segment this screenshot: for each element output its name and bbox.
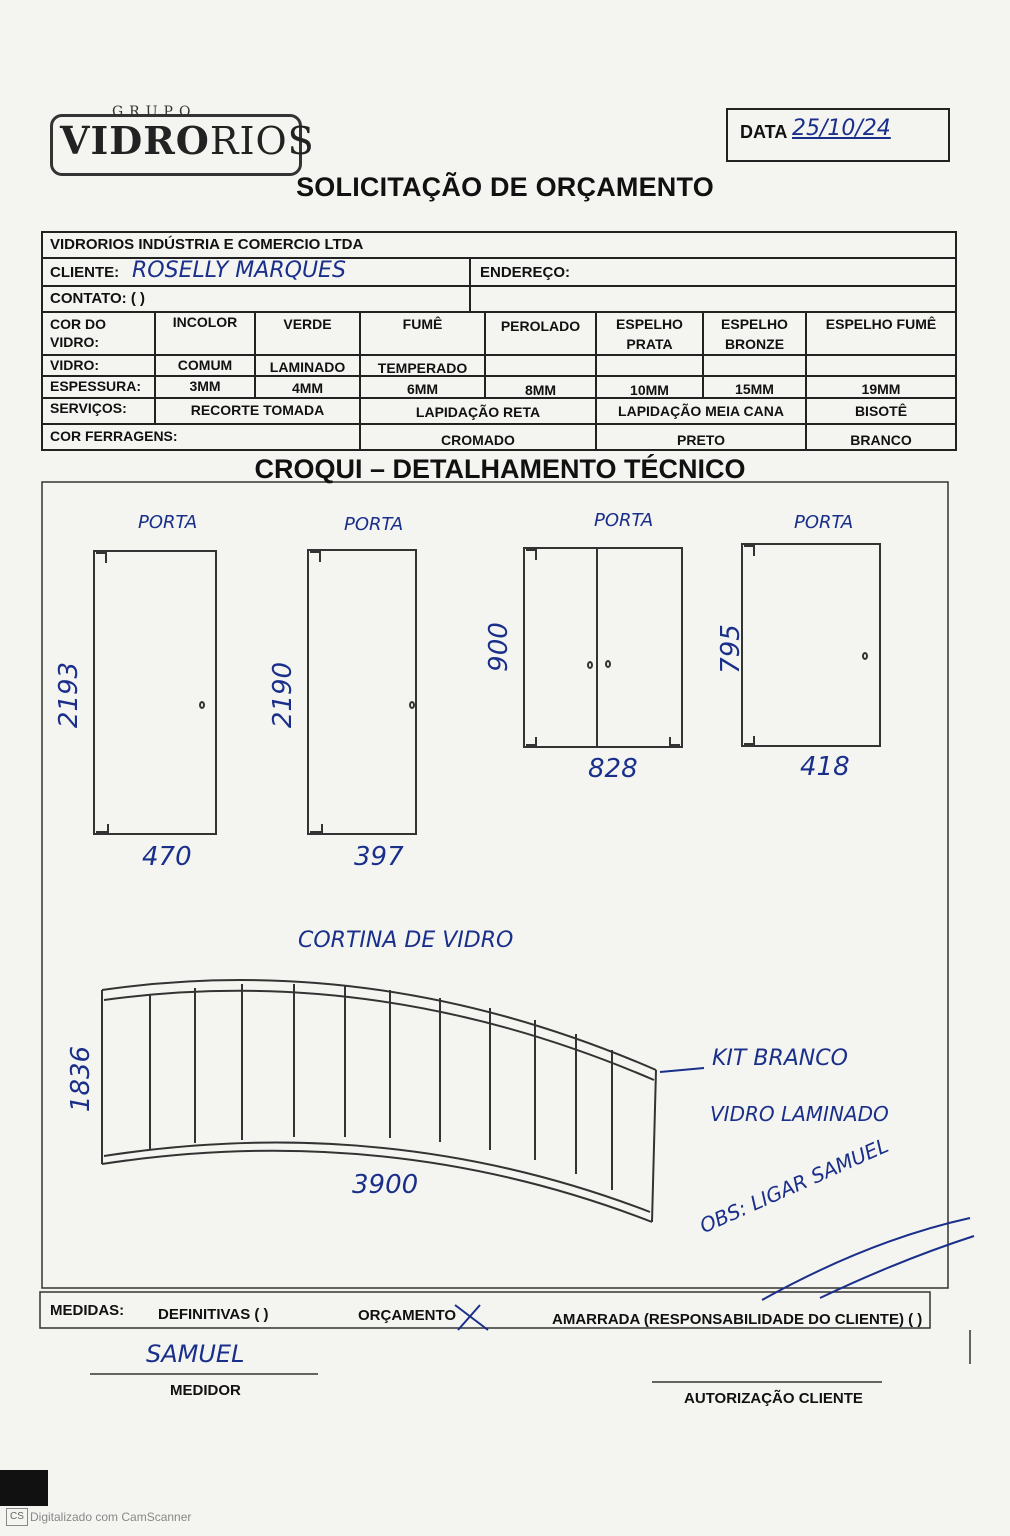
autorizacao-label: AUTORIZAÇÃO CLIENTE bbox=[684, 1390, 863, 1407]
door-3-label: PORTA bbox=[594, 510, 654, 531]
servico-lapidacao-reta: LAPIDAÇÃO RETA bbox=[415, 404, 541, 420]
endereco-label: ENDEREÇO: bbox=[480, 264, 571, 281]
scan-edge-mark bbox=[0, 1470, 48, 1506]
cor-perolado: PEROLADO bbox=[500, 318, 581, 334]
cor-label-line2: VIDRO: bbox=[50, 334, 99, 350]
cor-espelho-prata-2: PRATA bbox=[626, 336, 673, 352]
cor-verde: VERDE bbox=[283, 316, 332, 332]
curtain-height: 1836 bbox=[66, 1045, 97, 1113]
cliente-value: ROSELLY MARQUES bbox=[132, 258, 346, 283]
medidor-label: MEDIDOR bbox=[170, 1382, 241, 1399]
door-4-drawing bbox=[742, 544, 880, 746]
cor-incolor: INCOLOR bbox=[172, 314, 238, 330]
cor-espelho-bronze-1: ESPELHO bbox=[721, 316, 788, 332]
door-1-drawing bbox=[94, 551, 216, 834]
cor-fume: FUMÊ bbox=[402, 316, 443, 332]
croqui-title: CROQUI – DETALHAMENTO TÉCNICO bbox=[254, 454, 746, 484]
medidas-orcamento: ORÇAMENTO bbox=[358, 1307, 457, 1324]
logo-grupo-text: GRUPO bbox=[112, 104, 197, 120]
door-1-height: 2193 bbox=[54, 661, 85, 729]
door-2-width: 397 bbox=[354, 842, 404, 872]
vidro-laminado: LAMINADO bbox=[269, 359, 346, 375]
servicos-label: SERVIÇOS: bbox=[50, 400, 127, 416]
camscanner-logo: CS bbox=[6, 1508, 28, 1526]
espessura-19mm: 19MM bbox=[861, 381, 901, 397]
espessura-label: ESPESSURA: bbox=[50, 378, 142, 394]
note-obs: OBS: LIGAR SAMUEL bbox=[696, 1133, 892, 1238]
door-2-height: 2190 bbox=[268, 661, 299, 729]
door-3-height: 900 bbox=[483, 622, 514, 672]
ferragem-branco: BRANCO bbox=[850, 432, 912, 448]
espessura-8mm: 8MM bbox=[524, 382, 557, 398]
vidro-comum: COMUM bbox=[177, 357, 233, 373]
cor-espelho-prata-1: ESPELHO bbox=[616, 316, 683, 332]
note-kit-branco: KIT BRANCO bbox=[712, 1046, 848, 1071]
logo-bold: VIDRO bbox=[60, 118, 210, 163]
door-2-drawing bbox=[308, 550, 416, 834]
medidas-definitivas: DEFINITIVAS ( ) bbox=[158, 1306, 269, 1323]
vidro-label: VIDRO: bbox=[50, 357, 99, 373]
ferragens-label: COR FERRAGENS: bbox=[50, 428, 178, 444]
date-label: DATA bbox=[740, 122, 788, 142]
door-2-label: PORTA bbox=[344, 514, 404, 535]
door-3-width: 828 bbox=[588, 754, 638, 784]
curtain-title: CORTINA DE VIDRO bbox=[298, 928, 514, 953]
company-name: VIDRORIOS INDÚSTRIA E COMERCIO LTDA bbox=[50, 236, 364, 253]
servico-lapidacao-meia-cana: LAPIDAÇÃO MEIA CANA bbox=[618, 403, 784, 419]
servico-bisote: BISOTÊ bbox=[854, 403, 908, 419]
cor-espelho-bronze-2: BRONZE bbox=[724, 336, 785, 352]
ferragem-preto: PRETO bbox=[677, 432, 725, 448]
page-title: SOLICITAÇÃO DE ORÇAMENTO bbox=[296, 172, 714, 202]
door-3-drawing bbox=[524, 548, 682, 747]
espessura-4mm: 4MM bbox=[291, 380, 324, 396]
curtain-width: 3900 bbox=[352, 1170, 419, 1200]
cor-label-line1: COR DO bbox=[50, 316, 106, 332]
door-4-label: PORTA bbox=[794, 512, 854, 533]
door-4-height: 795 bbox=[715, 624, 746, 674]
contato-label: CONTATO: ( ) bbox=[50, 290, 145, 307]
espessura-15mm: 15MM bbox=[735, 381, 774, 397]
cor-espelho-fume: ESPELHO FUMÊ bbox=[825, 316, 937, 332]
door-1-width: 470 bbox=[142, 842, 192, 872]
espessura-6mm: 6MM bbox=[406, 381, 439, 397]
camscanner-text: Digitalizado com CamScanner bbox=[30, 1510, 192, 1524]
date-value: 25/10/24 bbox=[792, 116, 891, 141]
note-vidro-laminado: VIDRO LAMINADO bbox=[710, 1102, 889, 1126]
door-4-width: 418 bbox=[800, 752, 850, 782]
medidas-amarrada: AMARRADA (RESPONSABILIDADE DO CLIENTE) ( ) bbox=[552, 1311, 923, 1328]
logo-thin: RIOS bbox=[209, 119, 315, 163]
cliente-label: CLIENTE: bbox=[50, 264, 120, 281]
servico-recorte-tomada: RECORTE TOMADA bbox=[190, 402, 325, 418]
espessura-3mm: 3MM bbox=[189, 378, 221, 394]
vidro-temperado: TEMPERADO bbox=[377, 360, 468, 376]
medidas-label: MEDIDAS: bbox=[50, 1302, 125, 1319]
medidor-signature: SAMUEL bbox=[146, 1340, 245, 1368]
ferragem-cromado: CROMADO bbox=[441, 432, 515, 448]
espessura-10mm: 10MM bbox=[630, 382, 669, 398]
door-1-label: PORTA bbox=[138, 512, 198, 533]
